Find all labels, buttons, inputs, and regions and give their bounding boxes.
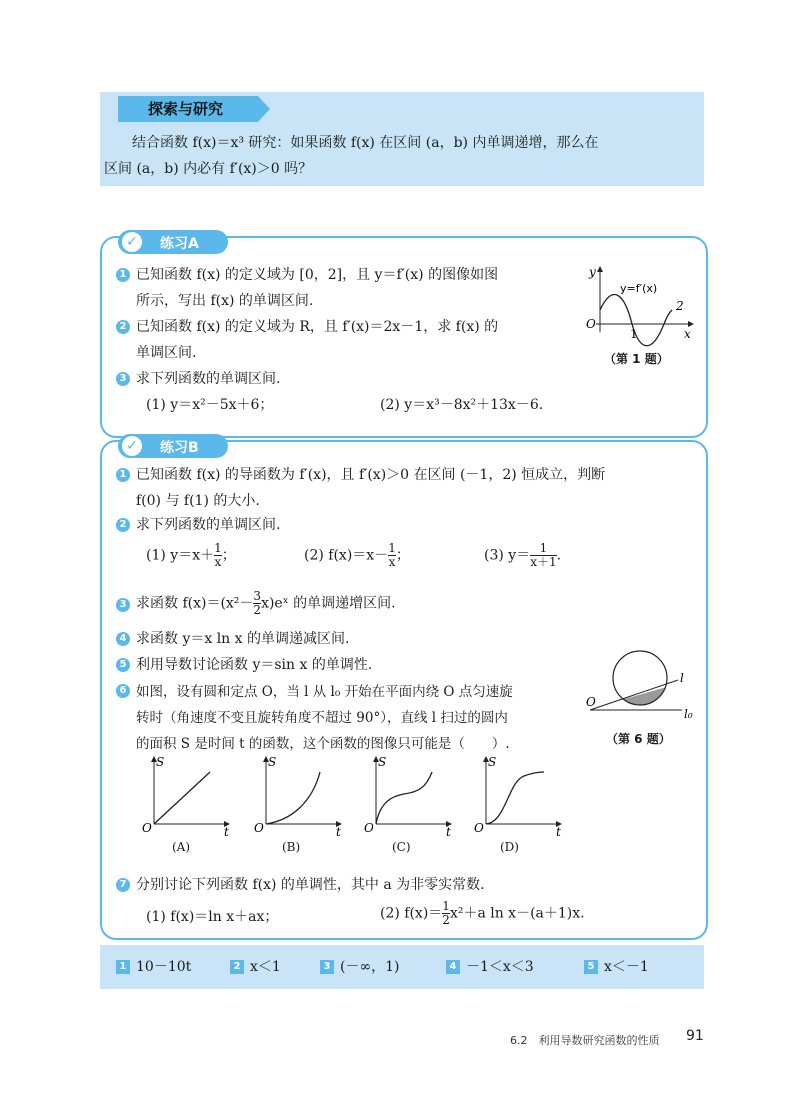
line-l <box>590 680 678 710</box>
pb-q3-text <box>136 590 396 617</box>
pb-q2-part-1 <box>146 542 236 569</box>
pa-q2-line-1: 已知函数 f(x) 的定义域为 R，且 f′(x)＝2x－1，求 f(x) 的 <box>136 319 499 335</box>
practice-b-icon: ✓ <box>120 434 144 458</box>
pb-q6-line-2: 转时（角速度不变且旋转角度不超过 90°），直线 l 扫过的圆内 <box>136 710 508 726</box>
pb-q2-part-1-pre: (1) y＝x＋ <box>146 547 215 564</box>
pb-q4-text: 求函数 y＝x ln x 的单调递减区间. <box>136 631 350 647</box>
answer-3-number: 3 <box>320 960 334 974</box>
pb-q2-part-3 <box>484 542 561 569</box>
practice-a-icon: ✓ <box>120 230 144 254</box>
tick-1-label: 1 <box>630 327 638 341</box>
axis-t: t <box>336 825 341 839</box>
pb-q7-part-2-pre: (2) f(x)＝ <box>380 905 443 922</box>
curve-c <box>376 772 432 824</box>
pb-q2-frac-1 <box>214 542 222 569</box>
explore-line-1: 结合函数 f(x)＝x³ 研究：如果函数 f(x) 在区间 (a，b) 内单调递增，那么在 <box>132 135 599 151</box>
axis-s: S <box>488 755 497 769</box>
answer-3-text: (－∞，1) <box>340 959 400 975</box>
practice-b-title: 练习B <box>160 440 199 456</box>
answer-5-text: x＜－1 <box>604 959 649 975</box>
pb-q4-number: 4 <box>116 632 130 646</box>
pa-q1-number: 1 <box>116 268 130 282</box>
footer-section-title: 6.2 利用导数研究函数的性质 <box>510 1034 660 1047</box>
option-b-label: (B) <box>282 840 301 854</box>
pb-q2-line-1: 求下列函数的单调区间. <box>136 517 281 533</box>
axis-s: S <box>268 755 277 769</box>
graph-c <box>364 755 452 839</box>
y-axis-arrow <box>597 266 603 272</box>
frac-num: 3 <box>253 589 262 603</box>
pb-q1-line-2: f(0) 与 f(1) 的大小. <box>136 493 260 509</box>
axis-t: t <box>224 825 229 839</box>
option-c-label: (C) <box>392 840 411 854</box>
curve-b <box>266 772 320 824</box>
pa-q3-number: 3 <box>116 372 130 386</box>
pb-q7-part-2-post: x²＋a ln x－(a＋1)x. <box>449 905 585 922</box>
pa-q1-line-2: 所示，写出 f(x) 的单调区间. <box>136 293 314 309</box>
graph-a <box>142 755 230 839</box>
frac-den: x <box>388 555 396 569</box>
l0-label: l₀ <box>684 707 693 721</box>
pa-q1-line-1: 已知函数 f(x) 的定义域为 [0，2]，且 y＝f′(x) 的图像如图 <box>136 267 499 283</box>
frac-den: 2 <box>253 603 262 617</box>
x-label: x <box>684 327 691 341</box>
frac-num: 1 <box>442 899 450 913</box>
pb-q6-line-1: 如图，设有圆和定点 O，当 l 从 l₀ 开始在平面内绕 O 点匀速旋 <box>136 684 513 700</box>
explore-title: 探索与研究 <box>148 100 224 118</box>
pb-q6-option-graphs <box>140 752 561 839</box>
pb-q3-number: 3 <box>116 598 130 612</box>
pb-q7-part-2 <box>380 900 585 927</box>
pb-q6-caption: （第 6 题） <box>606 732 671 746</box>
pb-q2-frac-3 <box>530 542 556 569</box>
axis-t: t <box>556 825 561 839</box>
pb-q6-line-3: 的面积 S 是时间 t 的函数，这个函数的图像只可能是（ ）. <box>136 736 510 752</box>
pb-q2-number: 2 <box>116 518 130 532</box>
pb-q2-part-2 <box>304 542 410 569</box>
answer-4-number: 4 <box>446 960 460 974</box>
pb-q2-end: . <box>556 547 562 564</box>
pb-q3-pre: 求函数 f(x)＝(x²－ <box>136 595 254 612</box>
pb-q2-frac-2 <box>388 542 396 569</box>
point-o-label: O <box>586 695 596 709</box>
tick-2-label: 2 <box>676 299 684 313</box>
curve-d <box>486 772 544 824</box>
origin-label: O <box>586 317 596 331</box>
answer-1-text: 10－10t <box>136 959 192 975</box>
pa-q2-line-2: 单调区间. <box>136 345 197 361</box>
pb-q7-frac <box>442 900 450 927</box>
pa-q2-number: 2 <box>116 320 130 334</box>
curve-label: y=f′(x) <box>620 282 658 295</box>
answer-5-number: 5 <box>584 960 598 974</box>
explore-line-2: 区间 (a，b) 内必有 f′(x)＞0 吗？ <box>104 161 313 177</box>
axis-t: t <box>446 825 451 839</box>
frac-num: 1 <box>214 541 222 555</box>
frac-num: 1 <box>539 541 548 555</box>
graph-b <box>254 755 342 839</box>
pb-q5-number: 5 <box>116 658 130 672</box>
frac-den: x＋1 <box>530 555 557 569</box>
frac-den: x <box>214 555 222 569</box>
pb-q7-part-1: (1) f(x)＝ln x＋ax； <box>146 909 279 925</box>
pb-q1-line-1: 已知函数 f(x) 的导函数为 f′(x)，且 f′(x)＞0 在区间 (－1，2) 恒成立，判断 <box>136 467 606 483</box>
axis-s: S <box>156 755 165 769</box>
pb-q2-sep-2: ； <box>395 547 410 564</box>
pb-q6-number: 6 <box>116 684 130 698</box>
page-number: 91 <box>686 1028 704 1044</box>
l-label: l <box>680 671 684 685</box>
pb-q1-number: 1 <box>116 468 130 482</box>
pb-q2-sep-1: ； <box>221 547 236 564</box>
frac-num: 1 <box>388 541 396 555</box>
pb-q7-line-1: 分别讨论下列函数 f(x) 的单调性，其中 a 为非零实常数. <box>136 877 485 893</box>
answer-2-number: 2 <box>230 960 244 974</box>
option-d-label: (D) <box>500 840 519 854</box>
origin: O <box>254 821 264 835</box>
frac-den: 2 <box>442 913 450 927</box>
origin: O <box>364 821 374 835</box>
curve-a <box>154 772 210 824</box>
pb-q2-part-3-pre: (3) y＝ <box>484 547 531 564</box>
answer-2-text: x＜1 <box>250 959 281 975</box>
origin: O <box>142 821 152 835</box>
answer-4-text: －1＜x＜3 <box>466 959 534 975</box>
graph-d <box>474 755 562 839</box>
option-a-label: (A) <box>172 840 191 854</box>
pb-q3-post: x)eˣ 的单调递增区间. <box>261 595 396 612</box>
pa-q3-part-1: (1) y＝x²－5x＋6； <box>146 397 274 413</box>
pb-q3-frac <box>253 590 261 617</box>
axis-s: S <box>378 755 387 769</box>
answer-1-number: 1 <box>116 960 130 974</box>
practice-a-title: 练习A <box>160 236 199 252</box>
pa-q3-line-1: 求下列函数的单调区间. <box>136 371 281 387</box>
pb-q2-part-2-pre: (2) f(x)＝x－ <box>304 547 389 564</box>
pa-q3-part-2: (2) y＝x³－8x²＋13x－6. <box>380 397 544 413</box>
pb-q6-figure <box>586 648 698 724</box>
origin: O <box>474 821 484 835</box>
pa-q1-caption: （第 1 题） <box>604 352 669 366</box>
y-label: y <box>589 265 596 279</box>
pb-q7-number: 7 <box>116 878 130 892</box>
pb-q5-text: 利用导数讨论函数 y＝sin x 的单调性. <box>136 657 373 673</box>
